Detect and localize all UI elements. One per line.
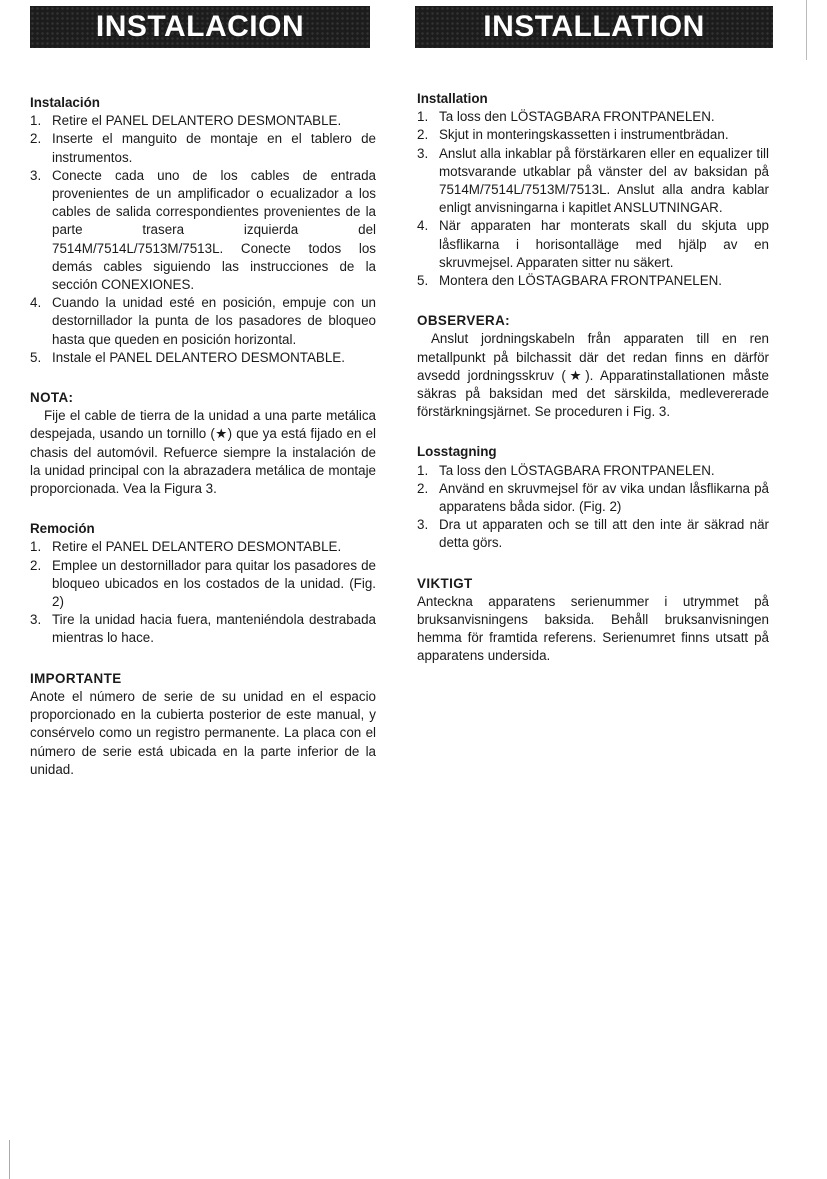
observera-heading: OBSERVERA:	[417, 313, 511, 329]
list-item: 2. Skjut in monteringskassetten i instrumentbrädan.	[417, 127, 729, 143]
list-item: 3. Dra ut apparaten och se till att den inte är säkrad när detta görs.	[417, 517, 769, 551]
swedish-column	[417, 90, 769, 666]
nota-heading: NOTA:	[30, 390, 74, 406]
page-edge-line	[806, 0, 807, 60]
instalacion-heading: Instalación	[30, 95, 100, 110]
list-item: 1. Ta loss den LÖSTAGBARA FRONTPANELEN.	[417, 109, 715, 125]
list-item: 4. Cuando la unidad esté en posición, empuje con un destornillador la punta de los pasadores de bloqueo hasta que queden en posición horizontal.	[30, 295, 376, 347]
viktigt-text: Anteckna apparatens serienummer i utrymmet på bruksanvisningens baksida. Behåll bruksanvisningen hemma för framtida referens. Serienumret finns utsatt på apparatens undersida.	[417, 593, 769, 664]
losstagning-heading: Losstagning	[417, 444, 497, 460]
instalacion-steps	[30, 112, 376, 367]
list-item: 2. Emplee un destornillador para quitar los pasadores de bloqueo ubicados en los costados de la unidad. (Fig. 2)	[30, 557, 376, 610]
list-item: 5. Instale el PANEL DELANTERO DESMONTABLE.	[30, 349, 345, 365]
banner-instalacion: INSTALACION	[30, 6, 370, 48]
list-item: 3. Conecte cada uno de los cables de entrada provenientes de un amplificador o ecualizador a los cables de salida correspondientes provenientes de la parte trasera izquierda del 7514M/7514L/7513M/7513L. Conecte todos los demás cables siguiendo las instrucciones de la sección CONEXIONES.	[30, 167, 376, 293]
remocion-heading: Remoción	[30, 521, 95, 537]
spanish-column	[30, 94, 376, 779]
list-item: 3. Tire la unidad hacia fuera, manteniéndola destrabada mientras lo hace.	[30, 612, 376, 646]
importante-heading: IMPORTANTE	[30, 670, 122, 686]
list-item: 1. Ta loss den LÖSTAGBARA FRONTPANELEN.	[417, 462, 715, 478]
list-item: 4. När apparaten har monterats skall du skjuta upp låsflikarna i horisontalläge med hjälp av en skruvmejsel. Apparaten sitter nu säkert.	[417, 218, 769, 270]
list-item: 5. Montera den LÖSTAGBARA FRONTPANELEN.	[417, 273, 723, 289]
remocion-steps	[30, 538, 376, 647]
losstagning-steps	[417, 462, 769, 553]
installation-steps	[417, 108, 769, 290]
banner-installation: INSTALLATION	[415, 6, 773, 48]
list-item: 1. Retire el PANEL DELANTERO DESMONTABLE.	[30, 539, 342, 555]
page-edge-line	[9, 1140, 10, 1179]
installation-heading: Installation	[417, 91, 488, 106]
list-item: 1. Retire el PANEL DELANTERO DESMONTABLE.	[30, 113, 342, 129]
importante-text: Anote el número de serie de su unidad en el espacio proporcionado en la cubierta posterior de este manual, y consérvelo como un registro permanente. La placa con el número de serie está ubicada en la parte inferior de la unidad.	[30, 688, 376, 777]
observera-text: Anslut jordningskabeln från apparaten till en ren metallpunkt på bilchassit där det redan finns en därför avsedd jordningsskruv (★). Apparatinstallationen måste säkras på baksidan med det särskilda, medlevererade förstärkningsjärnet. Se proceduren i Fig. 3.	[417, 331, 769, 420]
list-item: 3. Anslut alla inkablar på förstärkaren eller en equalizer till motsvarande utkablar på vänster del av baksidan på 7514M/7514L/7513M/7513L. Anslut alla andra kablar enligt anvisningarna i kapitlet ANSLUTNINGAR.	[417, 145, 769, 216]
viktigt-heading: VIKTIGT	[417, 575, 473, 591]
list-item: 2. Inserte el manguito de montaje en el tablero de instrumentos.	[30, 131, 376, 165]
nota-text: Fije el cable de tierra de la unidad a una parte metálica despejada, usando un tornillo (★) que ya está fijado en el chasis del automóvil. Refuerce siempre la instalación de la unidad principal con la abrazadera metálica de montaje proporcionada. Vea la Figura 3.	[30, 408, 376, 497]
list-item: 2. Använd en skruvmejsel för av vika undan låsflikarna på apparatens båda sidor. (Fig. 2)	[417, 480, 769, 515]
